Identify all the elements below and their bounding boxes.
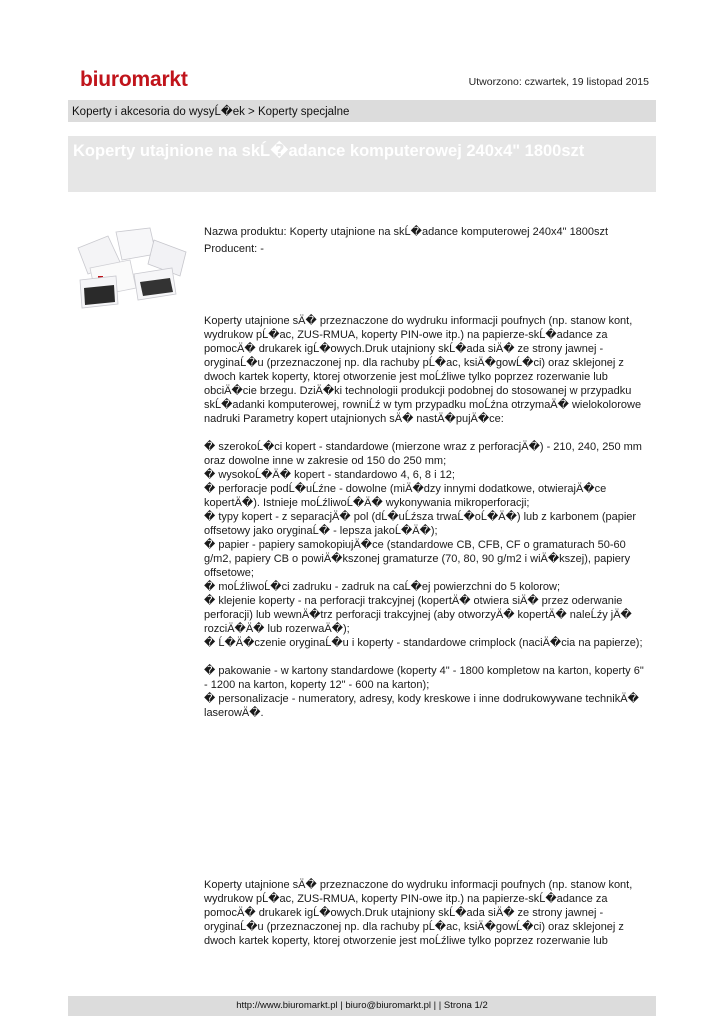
- product-meta: [204, 224, 656, 258]
- breadcrumb: Koperty i akcesoria do wysyĹ�ek > Koperty specjalne: [68, 100, 656, 122]
- footer: http://www.biuromarkt.pl | biuro@biuromarkt.pl | | Strona 1/2: [68, 996, 656, 1016]
- producer-line: Producent: -: [204, 243, 264, 255]
- product-name-line: Nazwa produktu: Koperty utajnione na skĹ�adance komputerowej 240x4" 1800szt: [204, 226, 609, 238]
- created-date: Utworzono: czwartek, 19 listopad 2015: [468, 76, 649, 88]
- envelope-sheet-5: [80, 276, 118, 308]
- page-title: Koperty utajnione na skĹ�adance komputerowej 240x4" 1800szt: [68, 136, 656, 192]
- envelope-sheet-6: [134, 268, 176, 300]
- product-image: [70, 218, 198, 310]
- product-description: Koperty utajnione sÄ� przeznaczone do wydruku informacji poufnych (np. stanow kont, wydrukow pĹ�ac, ZUS-RMUA, koperty PIN-owe itp.) na papierze-skĹ�adance za pomocÄ� drukarek igĹ�owych.Druk utajniony skĹ�ada siÄ� ze strony jawnej - oryginaĹ�u (przeznaczonej np. dla rachuby pĹ�ac, ksiÄ�gowĹ�ci) oraz sklejonej z dwoch kartek koperty, ktorej otworzenie jest moĹźliwe tylko poprzez rozerwanie lub obciÄ�cie brzegu. DziÄ�ki technologii produkcji podobnej do stosowanej w przypadku skĹ�adanki komputerowej, rowniĹź w tym przypadku moĹźna otrzymaÄ� wielokolorowe nadruki Parametry kopert utajnionych sÄ� nastÄ�pujÄ�ce: � szerokoĹ�ci kopert - standardowe (mierzone wraz z perforacjÄ�) - 210, 240, 250 mm oraz dowolne inne w zakresie od 150 do 250 mm; � wysokoĹ�Ä� kopert - standardowo 4, 6, 8 i 12; � perforacje podĹ�uĹźne - dowolne (miÄ�dzy innymi dodatkowe, otwierajÄ�ce kopertÄ�). Istnieje moĹźliwoĹ�Ä� wykonywania mikroperforacji; � typy kopert - z separacjÄ� pol (dĹ�uĹźsza trwaĹ�oĹ�Ä�) lub z karbonem (papier offsetowy jako oryginaĹ� - lepsza jakoĹ�Ä�); � papier - papiery samokopiujÄ�ce (standardowe CB, CFB, CF o gramaturach 50-60 g/m2, papiery CB o powiÄ�kszonej gramaturze (70, 80, 90 g/m2 i wiÄ�kszej), papiery offsetowe; � moĹźliwoĹ�ci zadruku - zadruk na caĹ�ej powierzchni do 5 kolorow; � klejenie koperty - na perforacji trakcyjnej (kopertÄ� otwiera siÄ� przez oderwanie perforacji) lub wewnÄ�trz perforacji trakcyjnej (aby otworzyÄ� kopertÄ� naleĹźy jÄ� rozciÄ�Ä� lub rozerwaÄ�); � Ĺ�Ä�czenie oryginaĹ�u i koperty - standardowe crimplock (naciÄ�cia na papierze); � pakowanie - w kartony standardowe (koperty 4" - 1800 kompletow na karton, koperty 6" - 1200 na karton, koperty 12" - 600 na karton); � personalizacje - numeratory, adresy, kody kreskowe i inne dodrukowywane technikÄ� laserowÄ�.: [204, 315, 644, 719]
- brand-logo: biuromarkt: [80, 68, 188, 91]
- product-description-repeat: Koperty utajnione sÄ� przeznaczone do wydruku informacji poufnych (np. stanow kont, wydrukow pĹ�ac, ZUS-RMUA, koperty PIN-owe itp.) na papierze-skĹ�adance za pomocÄ� drukarek igĹ�owych.Druk utajniony skĹ�ada siÄ� ze strony jawnej - oryginaĹ�u (przeznaczonej np. dla rachuby pĹ�ac, ksiÄ�gowĹ�ci) oraz sklejonej z dwoch kartek koperty, ktorej otworzenie jest moĹźliwe tylko poprzez rozerwanie lub: [204, 879, 633, 947]
